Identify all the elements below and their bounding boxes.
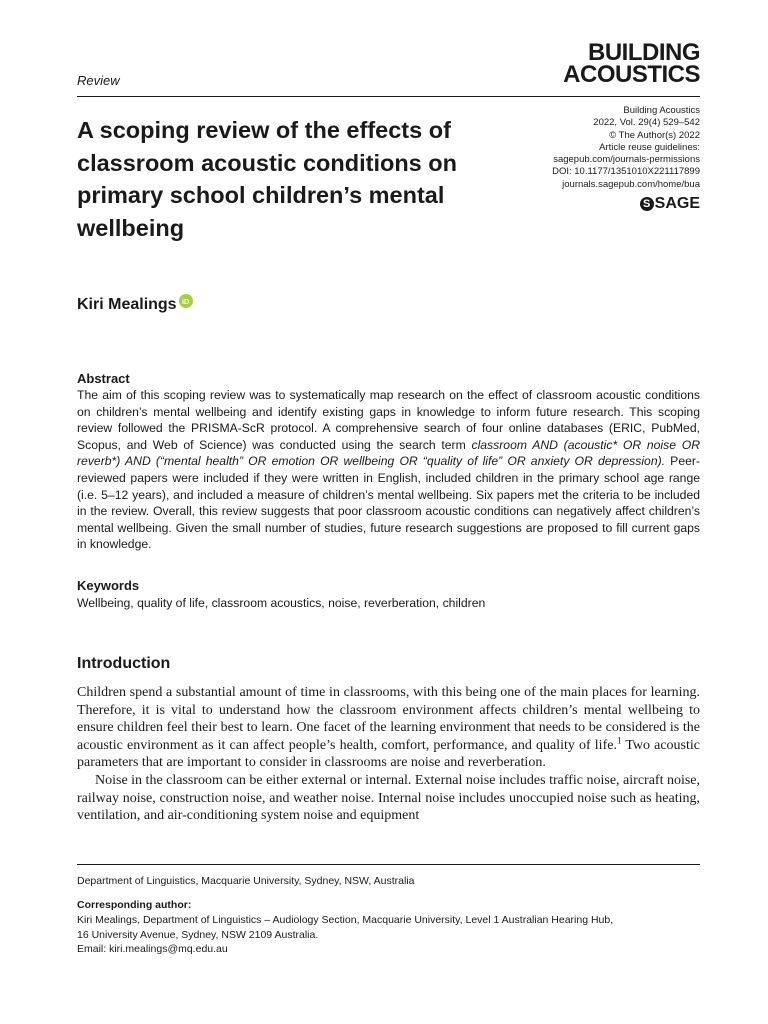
journal-logo xyxy=(563,39,700,88)
article-metadata xyxy=(552,105,700,191)
introduction-paragraph-1 xyxy=(77,684,700,772)
abstract-text-part1: The aim of this scoping review was to systematically map research on the effect of classroom acoustic conditions on children’s mental wellbeing and identify existing gaps in knowledge to inform future research. This scoping review followed the PRISMA-ScR protocol. A comprehensive search of four online databases (ERIC, PubMed, Scopus, and Web of Science) was conducted using the search term xyxy=(77,388,700,452)
meta-reuse-link[interactable]: sagepub.com/journals-permissions xyxy=(553,154,700,166)
article-title: A scoping review of the effects of classroom acoustic conditions on primary school children’s mental wellbeing xyxy=(77,117,457,241)
corresponding-email[interactable]: Email: kiri.mealings@mq.edu.au xyxy=(77,943,228,955)
corresponding-address-line2: 16 University Avenue, Sydney, NSW 2109 Australia. xyxy=(77,928,319,941)
abstract-text xyxy=(77,387,700,553)
corresponding-author-heading: Corresponding author: xyxy=(77,899,192,911)
header-rule xyxy=(77,96,700,97)
meta-doi[interactable]: DOI: 10.1177/1351010X221117899 xyxy=(552,166,700,178)
keywords-heading: Keywords xyxy=(77,578,140,593)
affiliation: Department of Linguistics, Macquarie University, Sydney, NSW, Australia xyxy=(77,875,415,887)
meta-volume: 2022, Vol. 29(4) 529–542 xyxy=(593,117,700,129)
abstract-heading: Abstract xyxy=(77,371,130,386)
reference-link[interactable]: 1 xyxy=(616,735,622,746)
meta-journal: Building Acoustics xyxy=(623,105,700,116)
meta-home-link[interactable]: journals.sagepub.com/home/bua xyxy=(562,178,700,190)
sage-logo-icon: S xyxy=(640,197,654,211)
introduction-heading: Introduction xyxy=(77,655,171,672)
abstract-text-part2: Peer-reviewed papers were included if they were written in English, included children in the primary school age range (i.e. 5–12 years), and included a measure of children’s mental wellbeing. Six papers met the criteria to be included in the review. Overall, this review suggests that poor classroom acoustic conditions can negatively affect children’s mental wellbeing. Given the small number of studies, future research suggestions are proposed to fill current gaps in knowledge. xyxy=(77,454,700,552)
publisher-logo xyxy=(640,195,700,213)
keywords-text: Wellbeing, quality of life, classroom acoustics, noise, reverberation, children xyxy=(77,596,486,610)
journal-logo-line2: ACOUSTICS xyxy=(563,61,700,88)
introduction-body xyxy=(77,684,700,825)
meta-copyright: © The Author(s) 2022 xyxy=(609,129,700,141)
footnote-rule xyxy=(77,864,700,865)
intro-p1-text-continued: Two acoustic parameters that are important to consider in classrooms are noise and reverberation. xyxy=(77,737,700,771)
corresponding-address-line1: Kiri Mealings, Department of Linguistics – Audiology Section, Macquarie University, Level 1 Australian Hearing Hub, xyxy=(77,914,614,926)
section-label: Review xyxy=(77,73,120,88)
publisher-name: SAGE xyxy=(654,195,700,212)
introduction-paragraph-2: Noise in the classroom can be either external or internal. External noise includes traffic noise, aircraft noise, railway noise, construction noise, and weather noise. Internal noise includes unoccupied noise such as heating, ventilation, and air-conditioning system noise and equipment xyxy=(77,772,701,824)
orcid-icon[interactable]: iD xyxy=(179,294,193,308)
intro-p1-text: Children spend a substantial amount of time in classrooms, with this being one of the main places for learning. Therefore, it is vital to understand how the classroom environment affects children’s mental wellbeing to ensure children feel their best to learn. One facet of the learning environment that needs to be considered is the acoustic environment as it can affect people’s health, comfort, performance, and quality of life. xyxy=(77,685,700,753)
author-line xyxy=(77,296,193,314)
author-name[interactable]: Kiri Mealings xyxy=(77,296,177,313)
abstract-search-query: classroom AND (acoustic* OR noise OR reverb*) AND (“mental health” OR emotion OR wellbeing OR “quality of life” OR anxiety OR depression). xyxy=(77,437,700,469)
corresponding-author-details xyxy=(77,913,613,957)
meta-reuse-label: Article reuse guidelines: xyxy=(599,141,700,153)
journal-logo-line1: BUILDING xyxy=(588,39,700,66)
